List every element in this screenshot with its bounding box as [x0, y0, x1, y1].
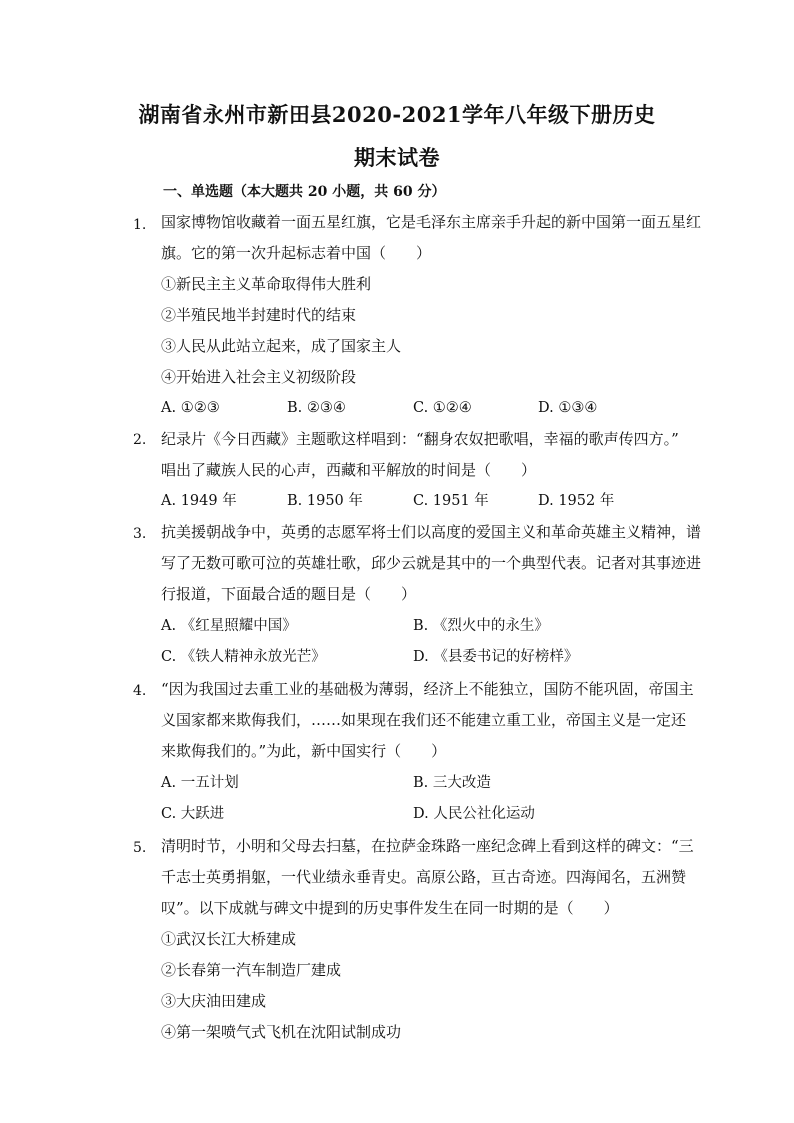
- section-heading: 一、单选题（本大题共 20 小题，共 60 分）: [163, 184, 446, 200]
- answer-option-c: C. ①②④: [413, 400, 472, 416]
- question-number: 2.: [133, 432, 147, 448]
- question-text-line: 行报道，下面最合适的题目是（ ）: [161, 585, 417, 603]
- statement-item: ①武汉长江大桥建成: [161, 930, 297, 948]
- question-number: 1.: [133, 217, 147, 233]
- question-text-line: 来欺侮我们的。”为此，新中国实行（ ）: [161, 742, 447, 760]
- question-text-line: 叹”。以下成就与碑文中提到的历史事件发生在同一时期的是（ ）: [161, 899, 619, 917]
- question-text-line: 旗。它的第一次升起标志着中国（ ）: [161, 244, 432, 262]
- answer-option-d: D. ①③④: [538, 400, 598, 416]
- question-number: 4.: [133, 683, 147, 699]
- question-text-line: 抗美援朝战争中，英勇的志愿军将士们以高度的爱国主义和革命英雄主义精神，谱: [161, 523, 702, 541]
- answer-option-b: B. ②③④: [287, 400, 346, 416]
- exam-title-line-2: 期末试卷: [354, 145, 440, 170]
- answer-option-b: B. 1950 年: [287, 493, 363, 509]
- question-text-line: 唱出了藏族人民的心声，西藏和平解放的时间是（ ）: [161, 461, 537, 479]
- answer-option-a: A. 《红星照耀中国》: [161, 618, 297, 634]
- statement-item: ④第一架喷气式飞机在沈阳试制成功: [161, 1023, 402, 1041]
- question-text-line: 国家博物馆收藏着一面五星红旗，它是毛泽东主席亲手升起的新中国第一面五星红: [161, 213, 702, 231]
- answer-option-b: B. 三大改造: [413, 775, 491, 791]
- question-text-line: 义国家都来欺侮我们，……如果现在我们还不能建立重工业，帝国主义是一定还: [161, 711, 687, 729]
- statement-item: ②长春第一汽车制造厂建成: [161, 961, 342, 979]
- question-text-line: “因为我国过去重工业的基础极为薄弱，经济上不能独立，国防不能巩固，帝国主: [161, 680, 694, 698]
- statement-item: ④开始进入社会主义初级阶段: [161, 368, 357, 386]
- answer-option-a: A. 1949 年: [161, 493, 237, 509]
- question-text-line: 纪录片《今日西藏》主题歌这样唱到：“翻身农奴把歌唱，幸福的歌声传四方。”: [161, 430, 679, 448]
- question-text-line: 写了无数可歌可泣的英雄壮歌，邱少云就是其中的一个典型代表。记者对其事迹进: [161, 554, 702, 572]
- answer-option-c: C. 《铁人精神永放光芒》: [161, 649, 326, 665]
- answer-option-a: A. 一五计划: [161, 775, 239, 791]
- question-number: 5.: [133, 840, 147, 856]
- statement-item: ②半殖民地半封建时代的结束: [161, 306, 357, 324]
- answer-option-d: D. 1952 年: [538, 493, 615, 509]
- exam-title-line-1: 湖南省永州市新田县2020-2021学年八年级下册历史: [138, 102, 656, 127]
- statement-item: ①新民主主义革命取得伟大胜利: [161, 275, 372, 293]
- question-text-line: 千志士英勇捐躯，一代业绩永垂青史。高原公路，亘古奇迹。四海闻名，五洲赞: [161, 868, 687, 886]
- statement-item: ③人民从此站立起来，成了国家主人: [161, 337, 402, 355]
- answer-option-c: C. 1951 年: [413, 493, 489, 509]
- statement-item: ③大庆油田建成: [161, 992, 267, 1010]
- answer-option-b: B. 《烈火中的永生》: [413, 618, 549, 634]
- question-text-line: 清明时节，小明和父母去扫墓，在拉萨金珠路一座纪念碑上看到这样的碑文：“三: [161, 837, 694, 855]
- answer-option-d: D. 《县委书记的好榜样》: [413, 649, 579, 665]
- answer-option-d: D. 人民公社化运动: [413, 806, 535, 822]
- question-number: 3.: [133, 526, 147, 542]
- answer-option-a: A. ①②③: [161, 400, 220, 416]
- answer-option-c: C. 大跃进: [161, 806, 225, 822]
